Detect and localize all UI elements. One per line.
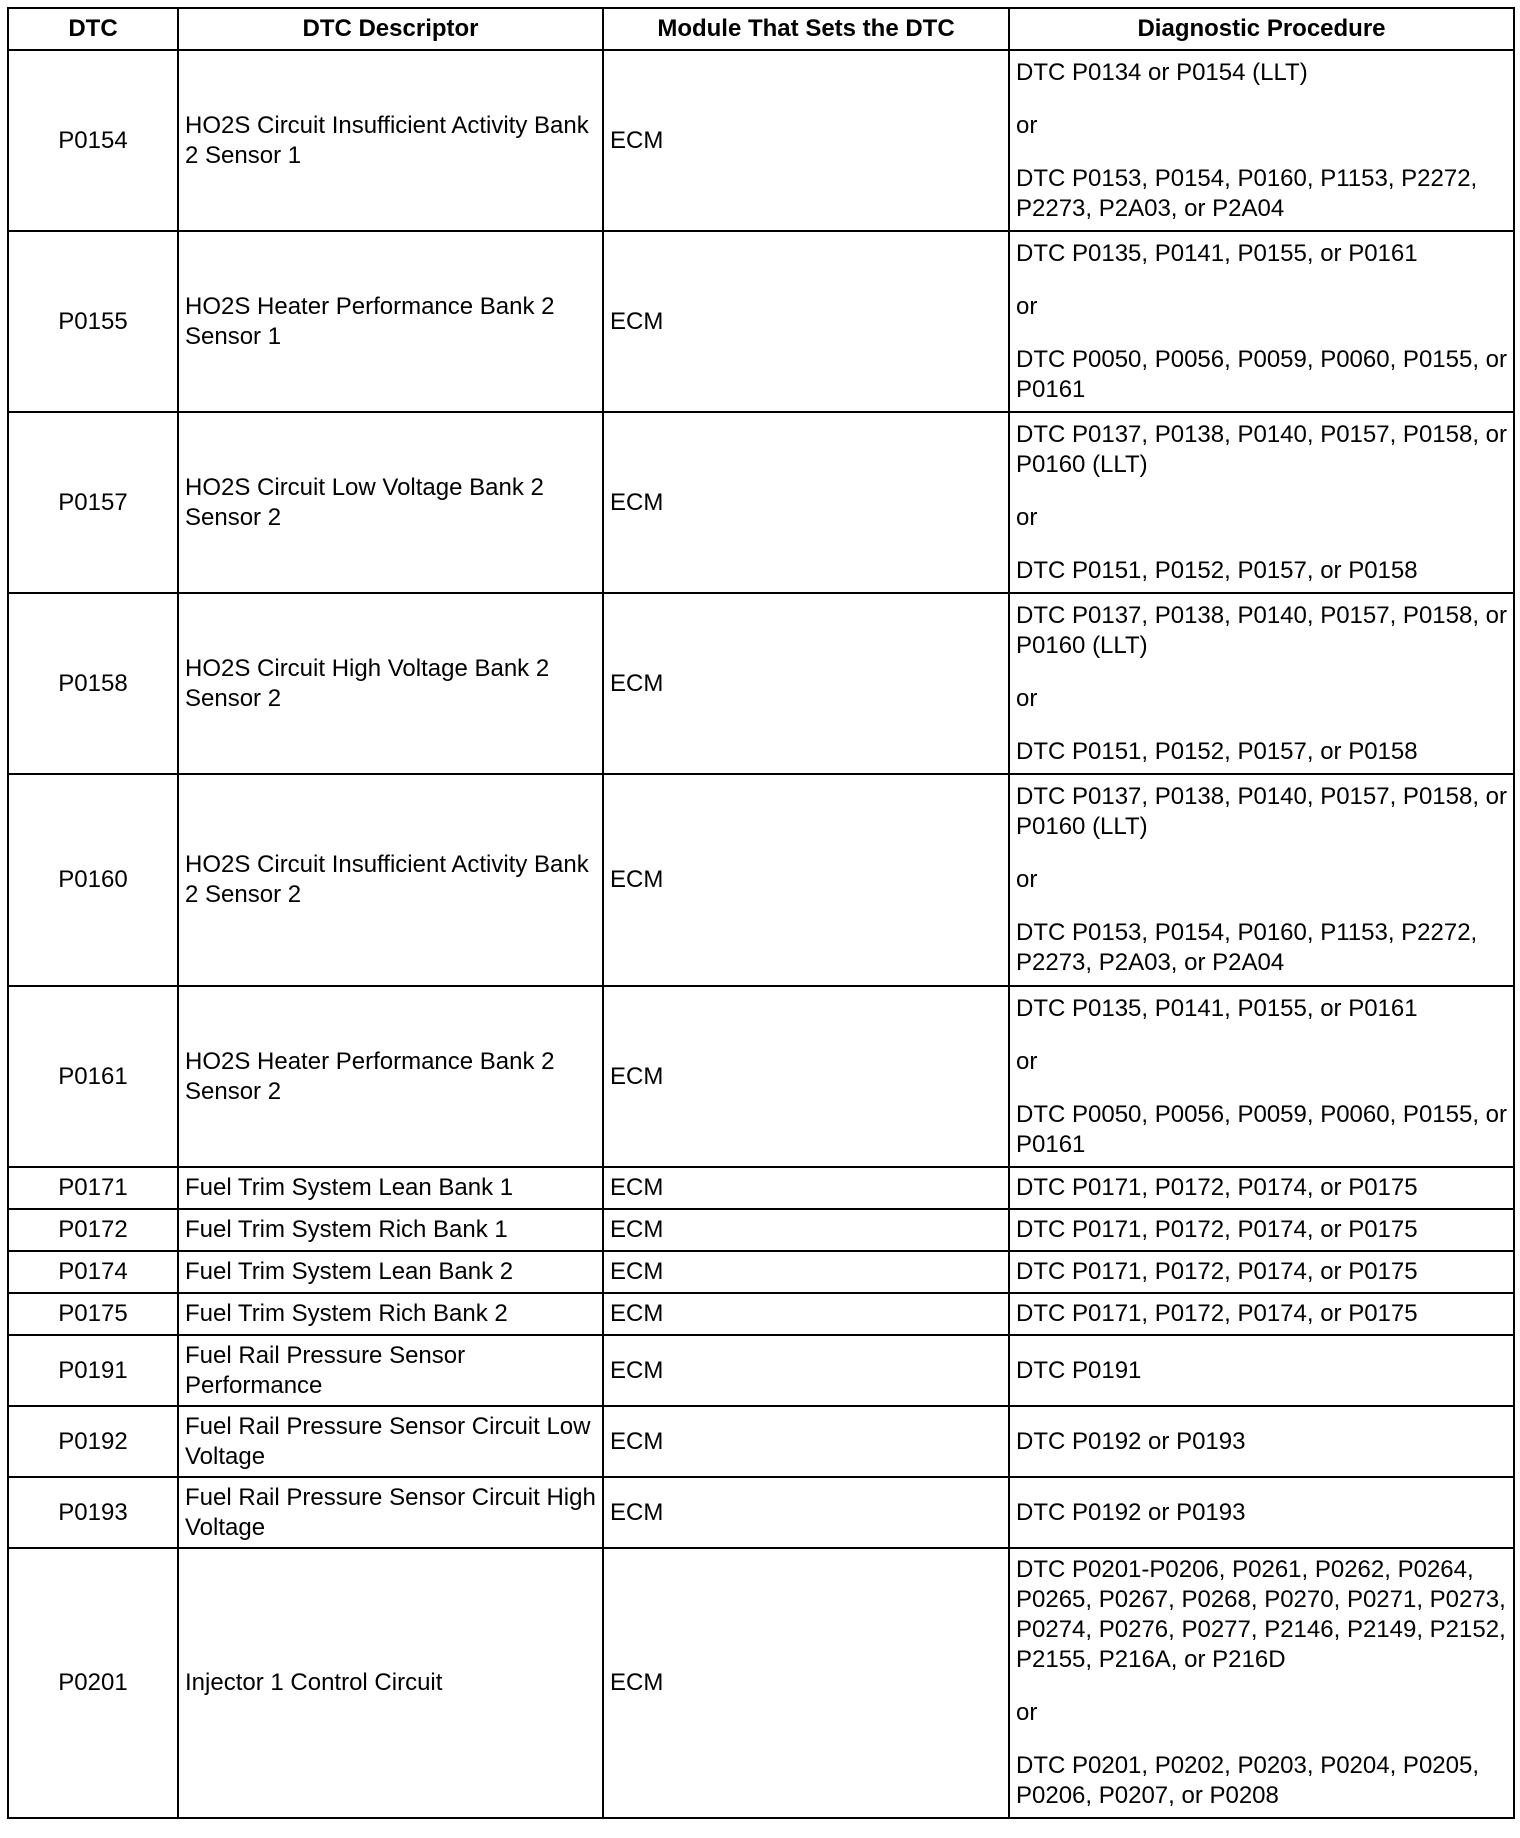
module-cell: ECM bbox=[603, 1167, 1009, 1209]
procedure-paragraph: DTC P0201-P0206, P0261, P0262, P0264, P0265, P0267, P0268, P0270, P0271, P0273, P0274, P0276, P0277, P2146, P2149, P2152, P2155, P216A, or P216D bbox=[1016, 1556, 1506, 1673]
procedure-paragraph: DTC P0151, P0152, P0157, or P0158 bbox=[1016, 556, 1418, 584]
dtc-table bbox=[7, 7, 1515, 1819]
diagnostic-procedure-cell bbox=[1009, 1167, 1514, 1209]
diagnostic-procedure-cell bbox=[1009, 50, 1514, 231]
procedure-spacer bbox=[1016, 480, 1507, 503]
dtc-code-cell: P0160 bbox=[8, 774, 178, 986]
table-row bbox=[8, 1548, 1514, 1818]
table-row bbox=[8, 1209, 1514, 1251]
dtc-descriptor-cell: HO2S Circuit High Voltage Bank 2 Sensor 2 bbox=[178, 593, 603, 774]
module-cell: ECM bbox=[603, 1293, 1009, 1335]
procedure-spacer bbox=[1016, 88, 1507, 111]
diagnostic-procedure-cell bbox=[1009, 1406, 1514, 1477]
table-row bbox=[8, 1406, 1514, 1477]
dtc-code-cell: P0172 bbox=[8, 1209, 178, 1251]
dtc-descriptor-cell: HO2S Heater Performance Bank 2 Sensor 1 bbox=[178, 231, 603, 412]
procedure-spacer bbox=[1016, 661, 1507, 684]
diagnostic-procedure-cell bbox=[1009, 412, 1514, 593]
procedure-paragraph: or bbox=[1016, 503, 1038, 531]
procedure-paragraph: or bbox=[1016, 1699, 1038, 1726]
procedure-paragraph: DTC P0201, P0202, P0203, P0204, P0205, P0206, P0207, or P0208 bbox=[1016, 1752, 1479, 1809]
procedure-spacer bbox=[1016, 714, 1507, 737]
module-cell: ECM bbox=[603, 1209, 1009, 1251]
table-row bbox=[8, 1167, 1514, 1209]
table-row bbox=[8, 593, 1514, 774]
procedure-spacer bbox=[1016, 533, 1507, 556]
procedure-spacer bbox=[1016, 1024, 1507, 1047]
procedure-paragraph: DTC P0192 or P0193 bbox=[1016, 1427, 1246, 1455]
diagnostic-procedure-cell bbox=[1009, 1477, 1514, 1548]
procedure-paragraph: DTC P0050, P0056, P0059, P0060, P0155, or P0161 bbox=[1016, 345, 1508, 403]
procedure-paragraph: DTC P0171, P0172, P0174, or P0175 bbox=[1016, 1174, 1418, 1201]
module-cell: ECM bbox=[603, 1251, 1009, 1293]
dtc-descriptor-cell: Fuel Trim System Rich Bank 2 bbox=[178, 1293, 603, 1335]
procedure-paragraph: or bbox=[1016, 292, 1038, 320]
dtc-descriptor-cell: Fuel Rail Pressure Sensor Performance bbox=[178, 1335, 603, 1406]
procedure-spacer bbox=[1016, 895, 1507, 918]
dtc-code-cell: P0191 bbox=[8, 1335, 178, 1406]
procedure-paragraph: DTC P0137, P0138, P0140, P0157, P0158, or P0160 (LLT) bbox=[1016, 601, 1508, 659]
dtc-descriptor-cell: Fuel Trim System Lean Bank 1 bbox=[178, 1167, 603, 1209]
dtc-code-cell: P0171 bbox=[8, 1167, 178, 1209]
procedure-paragraph: DTC P0151, P0152, P0157, or P0158 bbox=[1016, 737, 1418, 765]
dtc-code-cell: P0192 bbox=[8, 1406, 178, 1477]
procedure-paragraph: or bbox=[1016, 111, 1038, 139]
table-body bbox=[8, 50, 1514, 1818]
module-cell: ECM bbox=[603, 412, 1009, 593]
diagnostic-procedure-cell bbox=[1009, 1548, 1514, 1818]
table-row bbox=[8, 1293, 1514, 1335]
module-cell: ECM bbox=[603, 231, 1009, 412]
header-descriptor: DTC Descriptor bbox=[178, 8, 603, 50]
procedure-paragraph: DTC P0192 or P0193 bbox=[1016, 1498, 1246, 1526]
procedure-paragraph: DTC P0171, P0172, P0174, or P0175 bbox=[1016, 1216, 1418, 1243]
procedure-paragraph: DTC P0050, P0056, P0059, P0060, P0155, or P0161 bbox=[1016, 1100, 1508, 1158]
procedure-paragraph: DTC P0135, P0141, P0155, or P0161 bbox=[1016, 239, 1418, 267]
module-cell: ECM bbox=[603, 774, 1009, 986]
diagnostic-procedure-cell bbox=[1009, 231, 1514, 412]
dtc-descriptor-cell: HO2S Circuit Low Voltage Bank 2 Sensor 2 bbox=[178, 412, 603, 593]
procedure-paragraph: DTC P0153, P0154, P0160, P1153, P2272, P2273, P2A03, or P2A04 bbox=[1016, 164, 1478, 222]
module-cell: ECM bbox=[603, 1548, 1009, 1818]
module-cell: ECM bbox=[603, 1406, 1009, 1477]
procedure-spacer bbox=[1016, 269, 1507, 292]
procedure-spacer bbox=[1016, 1728, 1507, 1751]
procedure-paragraph: DTC P0171, P0172, P0174, or P0175 bbox=[1016, 1300, 1418, 1327]
dtc-code-cell: P0154 bbox=[8, 50, 178, 231]
table-row bbox=[8, 986, 1514, 1167]
dtc-code-cell: P0174 bbox=[8, 1251, 178, 1293]
dtc-code-cell: P0157 bbox=[8, 412, 178, 593]
header-row bbox=[8, 8, 1514, 50]
procedure-spacer bbox=[1016, 1077, 1507, 1100]
dtc-descriptor-cell: Fuel Trim System Rich Bank 1 bbox=[178, 1209, 603, 1251]
procedure-paragraph: or bbox=[1016, 866, 1038, 893]
procedure-paragraph: DTC P0153, P0154, P0160, P1153, P2272, P2273, P2A03, or P2A04 bbox=[1016, 919, 1478, 976]
procedure-paragraph: or bbox=[1016, 1047, 1038, 1075]
header-dtc: DTC bbox=[8, 8, 178, 50]
module-cell: ECM bbox=[603, 50, 1009, 231]
table-row bbox=[8, 1335, 1514, 1406]
procedure-paragraph: or bbox=[1016, 684, 1038, 712]
procedure-paragraph: DTC P0135, P0141, P0155, or P0161 bbox=[1016, 994, 1418, 1022]
module-cell: ECM bbox=[603, 1477, 1009, 1548]
module-cell: ECM bbox=[603, 593, 1009, 774]
dtc-descriptor-cell: HO2S Heater Performance Bank 2 Sensor 2 bbox=[178, 986, 603, 1167]
diagnostic-procedure-cell bbox=[1009, 1209, 1514, 1251]
dtc-code-cell: P0193 bbox=[8, 1477, 178, 1548]
header-module: Module That Sets the DTC bbox=[603, 8, 1009, 50]
dtc-descriptor-cell: Fuel Rail Pressure Sensor Circuit High Voltage bbox=[178, 1477, 603, 1548]
dtc-descriptor-cell: HO2S Circuit Insufficient Activity Bank 2 Sensor 2 bbox=[178, 774, 603, 986]
diagnostic-procedure-cell bbox=[1009, 1335, 1514, 1406]
table-row bbox=[8, 774, 1514, 986]
procedure-spacer bbox=[1016, 322, 1507, 345]
procedure-spacer bbox=[1016, 1675, 1507, 1698]
procedure-paragraph: DTC P0137, P0138, P0140, P0157, P0158, or P0160 (LLT) bbox=[1016, 783, 1508, 840]
procedure-paragraph: DTC P0137, P0138, P0140, P0157, P0158, or P0160 (LLT) bbox=[1016, 420, 1508, 478]
table-row bbox=[8, 231, 1514, 412]
dtc-descriptor-cell: Fuel Trim System Lean Bank 2 bbox=[178, 1251, 603, 1293]
table-row bbox=[8, 1251, 1514, 1293]
module-cell: ECM bbox=[603, 1335, 1009, 1406]
dtc-code-cell: P0201 bbox=[8, 1548, 178, 1818]
diagnostic-procedure-cell bbox=[1009, 774, 1514, 986]
procedure-paragraph: DTC P0191 bbox=[1016, 1356, 1142, 1384]
table-row bbox=[8, 50, 1514, 231]
procedure-spacer bbox=[1016, 141, 1507, 164]
dtc-code-cell: P0155 bbox=[8, 231, 178, 412]
diagnostic-procedure-cell bbox=[1009, 1251, 1514, 1293]
procedure-paragraph: DTC P0134 or P0154 (LLT) bbox=[1016, 58, 1308, 86]
header-procedure: Diagnostic Procedure bbox=[1009, 8, 1514, 50]
dtc-code-cell: P0161 bbox=[8, 986, 178, 1167]
procedure-paragraph: DTC P0171, P0172, P0174, or P0175 bbox=[1016, 1258, 1418, 1285]
dtc-descriptor-cell: Injector 1 Control Circuit bbox=[178, 1548, 603, 1818]
dtc-descriptor-cell: HO2S Circuit Insufficient Activity Bank 2 Sensor 1 bbox=[178, 50, 603, 231]
dtc-code-cell: P0175 bbox=[8, 1293, 178, 1335]
diagnostic-procedure-cell bbox=[1009, 986, 1514, 1167]
diagnostic-procedure-cell bbox=[1009, 1293, 1514, 1335]
dtc-code-cell: P0158 bbox=[8, 593, 178, 774]
procedure-spacer bbox=[1016, 842, 1507, 865]
dtc-descriptor-cell: Fuel Rail Pressure Sensor Circuit Low Voltage bbox=[178, 1406, 603, 1477]
table-row bbox=[8, 412, 1514, 593]
diagnostic-procedure-cell bbox=[1009, 593, 1514, 774]
module-cell: ECM bbox=[603, 986, 1009, 1167]
table-row bbox=[8, 1477, 1514, 1548]
